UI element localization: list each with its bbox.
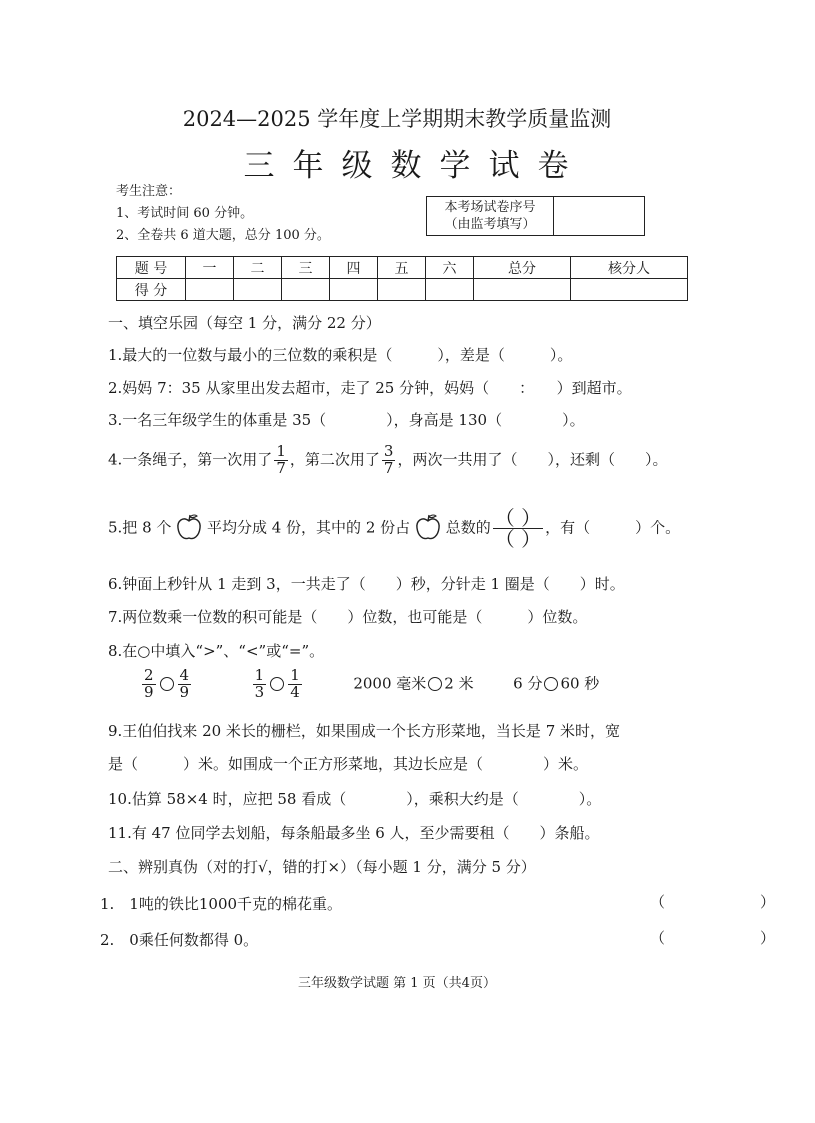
question-1: 1.最大的一位数与最小的三位数的乘积是（ ），差是（ ）。 xyxy=(108,346,573,364)
seat-number-box xyxy=(426,196,645,236)
tf-question-1: 1. 1吨的铁比1000千克的棉花重。 xyxy=(100,895,343,913)
question-10: 10.估算 58×4 时，应把 58 看成（ ），乘积大约是（ ）。 xyxy=(108,790,602,808)
seat-number-label: 本考场试卷序号 （由监考填写） xyxy=(427,197,554,236)
compare-circle-icon[interactable] xyxy=(160,677,174,691)
tf-question-2: 2. 0乘任何数都得 0。 xyxy=(100,931,259,949)
answer-paren[interactable]: （ ） xyxy=(650,929,815,947)
compare-circle-icon[interactable] xyxy=(270,677,284,691)
score-cell[interactable] xyxy=(234,279,282,301)
section-1-heading: 一、填空乐园（每空 1 分，满分 22 分） xyxy=(108,314,381,332)
question-7: 7.两位数乘一位数的积可能是（ ）位数，也可能是（ ）位数。 xyxy=(108,608,588,626)
score-header-cell: 总分 xyxy=(474,257,571,279)
question-3: 3.一名三年级学生的体重是 35（ ），身高是 130（ ）。 xyxy=(108,411,585,429)
score-row-label: 得 分 xyxy=(117,279,186,301)
fraction: $\frac{3}{7}$ xyxy=(383,442,394,477)
score-header-cell: 三 xyxy=(282,257,330,279)
score-cell[interactable] xyxy=(378,279,426,301)
section-2-heading: 二、辨别真伪（对的打√，错的打×）（每小题 1 分，满分 5 分） xyxy=(108,858,536,876)
fraction: $\frac{2}{9}$ xyxy=(144,666,154,701)
seat-number-field[interactable] xyxy=(554,197,645,236)
question-2: 2.妈妈 7：35 从家里出发去超市，走了 25 分钟，妈妈（ ： ）到超市。 xyxy=(108,379,632,397)
score-table xyxy=(116,256,688,301)
exam-title: 2024—2025 学年度上学期期末教学质量监测 xyxy=(182,107,612,131)
fraction: $\frac{1}{4}$ xyxy=(290,666,300,701)
fraction: $\frac{4}{9}$ xyxy=(179,666,190,701)
score-header-cell: 二 xyxy=(234,257,282,279)
score-cell[interactable] xyxy=(426,279,474,301)
score-cell[interactable] xyxy=(186,279,234,301)
score-cell[interactable] xyxy=(571,279,688,301)
notice-item-2: 2、全卷共 6 道大题，总分 100 分。 xyxy=(116,228,330,243)
score-header-row xyxy=(117,257,688,279)
score-header-cell: 五 xyxy=(378,257,426,279)
compare-circle-icon[interactable] xyxy=(544,677,558,691)
fraction: $\frac{1}{3}$ xyxy=(254,666,265,701)
question-11: 11.有 47 位同学去划船，每条船最多坐 6 人，至少需要租（ ）条船。 xyxy=(108,824,600,842)
notice-heading: 考生注意： xyxy=(116,184,182,199)
question-6: 6.钟面上秒针从 1 走到 3，一共走了（ ）秒，分针走 1 圈是（ ）时。 xyxy=(108,575,625,593)
question-9-line-1: 9.王伯伯找来 20 米长的栅栏，如果围成一个长方形菜地，当长是 7 米时，宽 xyxy=(108,722,621,740)
question-5: 5.把 8 个 平均分成 4 份，其中的 2 份占 总数的 $\frac{( )}{( )}$ ，有（ ）个。 xyxy=(108,506,681,551)
compare-circle-icon[interactable] xyxy=(428,677,442,691)
score-header-cell: 六 xyxy=(426,257,474,279)
question-9-line-2: 是（ ）米。如围成一个正方形菜地，其边长应是（ ）米。 xyxy=(108,755,589,773)
apple-icon xyxy=(176,513,202,545)
score-value-row xyxy=(117,279,688,301)
question-8-stem: 8.在○中填入“>”、“<”或“=”。 xyxy=(108,642,325,660)
score-header-cell: 核分人 xyxy=(571,257,688,279)
score-cell[interactable] xyxy=(474,279,571,301)
question-8-items: $\frac{2}{9}$ $\frac{4}{9}$ $\frac{1}{3}$ $\frac{1}{4}$ 2000 毫米 2 米 6 分 60 秒 xyxy=(144,666,600,701)
answer-paren[interactable]: （ ） xyxy=(650,893,815,911)
score-header-cell: 四 xyxy=(330,257,378,279)
score-cell[interactable] xyxy=(282,279,330,301)
score-header-cell: 一 xyxy=(186,257,234,279)
score-cell[interactable] xyxy=(330,279,378,301)
page-footer: 三年级数学试题 第 1 页（共4页） xyxy=(298,976,496,991)
score-header-cell: 题 号 xyxy=(117,257,186,279)
apple-icon xyxy=(415,513,441,545)
question-4: 4.一条绳子，第一次用了 $\frac{1}{7}$ ，第二次用了 $\frac{3}{7}$ ，两次一共用了（ ），还剩（ ）。 xyxy=(108,442,668,477)
exam-subtitle: 三年级数学试卷 xyxy=(243,148,587,184)
notice-item-1: 1、考试时间 60 分钟。 xyxy=(116,206,254,221)
fraction: $\frac{1}{7}$ xyxy=(276,442,286,477)
blank-fraction[interactable]: $\frac{( )}{( )}$ xyxy=(494,506,542,551)
